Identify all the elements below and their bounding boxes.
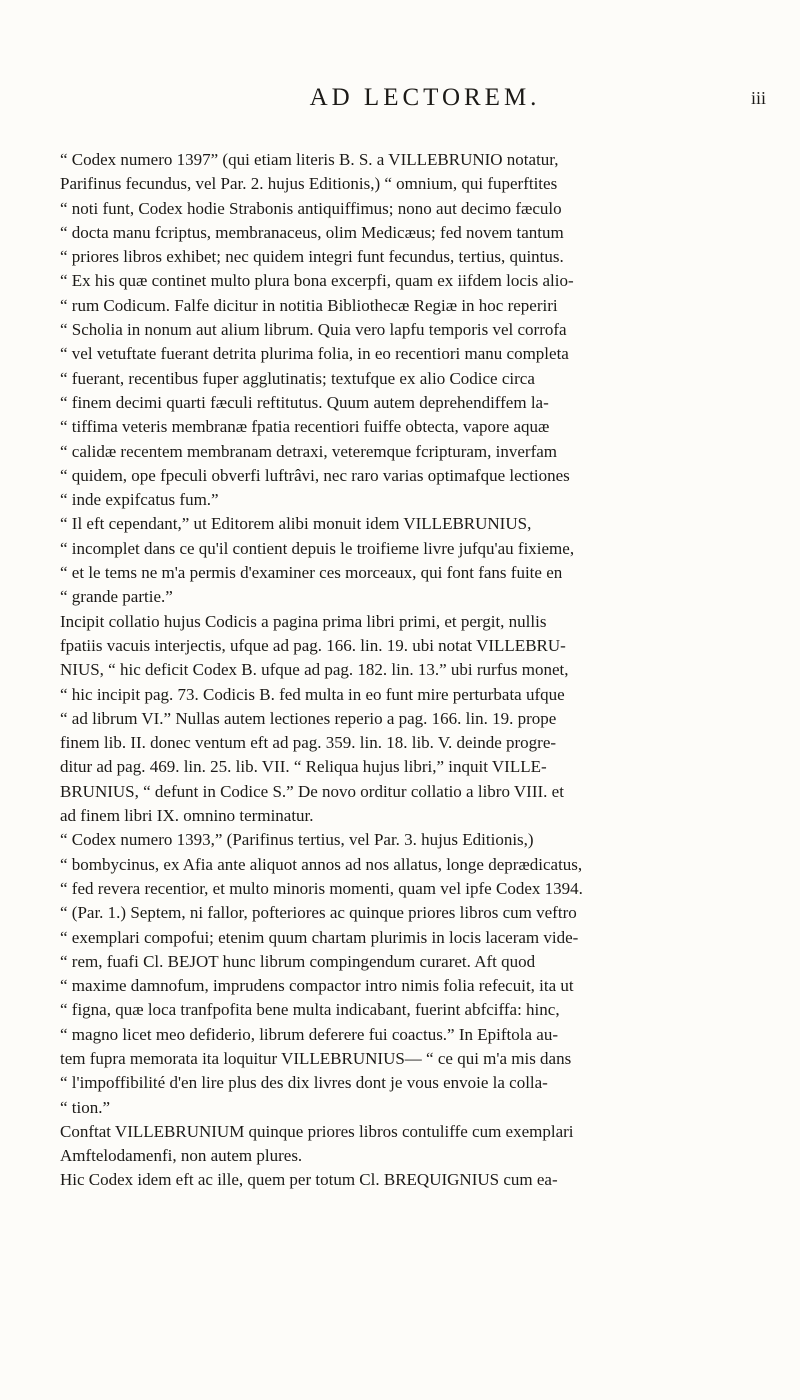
- text-line: Amftelodamenfi, non autem plures.: [60, 1146, 303, 1166]
- page-number: iii: [750, 88, 766, 108]
- text-line: “ quidem, ope fpeculi obverfi luftrâvi, nec raro varias optimafque lectiones: [60, 465, 570, 485]
- text-line: “ incomplet dans ce qu'il contient depuis le troifieme livre jufqu'au fixieme,: [60, 538, 575, 558]
- body-text: [60, 148, 765, 1193]
- text-line: “ tion.”: [60, 1097, 111, 1117]
- text-line: Incipit collatio hujus Codicis a pagina prima libri primi, et pergit, nullis: [60, 611, 547, 631]
- text-line: “ docta manu fcriptus, membranaceus, olim Medicæus; fed novem tantum: [60, 222, 564, 242]
- text-line: “ tiffima veteris membranæ fpatia recentiori fuiffe obtecta, vapore aquæ: [60, 417, 550, 437]
- text-line: “ noti funt, Codex hodie Strabonis antiquiffimus; nono aut decimo fæculo: [60, 198, 562, 218]
- text-line: fpatiis vacuis interjectis, ufque ad pag. 166. lin. 19. ubi notat VILLEBRU-: [60, 635, 566, 655]
- text-line: “ inde expifcatus fum.”: [60, 490, 219, 510]
- text-line: “ l'impoffibilité d'en lire plus des dix livres dont je vous envoie la colla-: [60, 1073, 548, 1093]
- text-line: “ hic incipit pag. 73. Codicis B. fed multa in eo funt mire perturbata ufque: [60, 684, 565, 704]
- text-line: “ fuerant, recentibus fuper agglutinatis; textufque ex alio Codice circa: [60, 368, 535, 388]
- text-line: Parifinus fecundus, vel Par. 2. hujus Editionis,) “ omnium, qui fuperftites: [60, 174, 558, 194]
- running-title: AD LECTOREM.: [309, 84, 541, 111]
- text-line: BRUNIUS, “ defunt in Codice S.” De novo orditur collatio a libro VIII. et: [60, 781, 564, 801]
- text-line: “ (Par. 1.) Septem, ni fallor, pofteriores ac quinque priores libros cum veftro: [60, 903, 577, 923]
- running-header: [84, 81, 766, 115]
- text-line: “ Scholia in nonum aut alium librum. Quia vero lapfu temporis vel corrofa: [60, 320, 567, 340]
- text-line: Conftat VILLEBRUNIUM quinque priores libros contuliffe cum exemplari: [60, 1121, 574, 1141]
- text-line: “ ad librum VI.” Nullas autem lectiones reperio a pag. 166. lin. 19. prope: [60, 708, 557, 728]
- text-line: “ priores libros exhibet; nec quidem integri funt fecundus, tertius, quintus.: [60, 247, 564, 267]
- text-line: Hic Codex idem eft ac ille, quem per totum Cl. BREQUIGNIUS cum ea-: [60, 1170, 558, 1190]
- text-line: “ et le tems ne m'a permis d'examiner ces morceaux, qui font fans fuite en: [60, 563, 563, 583]
- text-line: “ Il eft cependant,” ut Editorem alibi monuit idem VILLEBRUNIUS,: [60, 514, 532, 534]
- text-line: “ exemplari compofui; etenim quum chartam plurimis in locis laceram vide-: [60, 927, 579, 947]
- text-line: “ grande partie.”: [60, 587, 173, 607]
- text-line: tem fupra memorata ita loquitur VILLEBRUNIUS— “ ce qui m'a mis dans: [60, 1048, 572, 1068]
- text-line: “ magno licet meo defiderio, librum deferere fui coactus.” In Epiftola au-: [60, 1024, 558, 1044]
- text-line: “ Codex numero 1393,” (Parifinus tertius, vel Par. 3. hujus Editionis,): [60, 830, 534, 850]
- text-line: “ rum Codicum. Falfe dicitur in notitia Bibliothecæ Regiæ in hoc reperiri: [60, 295, 558, 315]
- text-line: “ vel vetuftate fuerant detrita plurima folia, in eo recentiori manu completa: [60, 344, 569, 364]
- text-line: NIUS, “ hic deficit Codex B. ufque ad pag. 182. lin. 13.” ubi rurfus monet,: [60, 660, 569, 680]
- text-line: ditur ad pag. 469. lin. 25. lib. VII. “ Reliqua hujus libri,” inquit VILLE-: [60, 757, 547, 777]
- text-line: ad finem libri IX. omnino terminatur.: [60, 806, 314, 826]
- text-line: “ finem decimi quarti fæculi reftitutus. Quum autem deprehendiffem la-: [60, 392, 549, 412]
- text-line: “ calidæ recentem membranam detraxi, veteremque fcripturam, inverfam: [60, 441, 558, 461]
- text-line: “ figna, quæ loca tranfpofita bene multa indicabant, fuerint abfciffa: hinc,: [60, 1000, 560, 1020]
- text-line: “ Ex his quæ continet multo plura bona excerpfi, quam ex iifdem locis alio-: [60, 271, 574, 291]
- text-line: “ bombycinus, ex Afia ante aliquot annos ad nos allatus, longe deprædicatus,: [60, 854, 583, 874]
- text-line: “ rem, fuafi Cl. BEJOT hunc librum compingendum curaret. Aft quod: [60, 951, 536, 971]
- text-line: “ maxime damnofum, imprudens compactor intro nimis folia refecuit, ita ut: [60, 976, 574, 996]
- text-line: “ Codex numero 1397” (qui etiam literis B. S. a VILLEBRUNIO notatur,: [60, 150, 559, 169]
- text-line: “ fed revera recentior, et multo minoris momenti, quam vel ipfe Codex 1394.: [60, 878, 583, 898]
- text-line: finem lib. II. donec ventum eft ad pag. 359. lin. 18. lib. V. deinde progre-: [60, 733, 557, 753]
